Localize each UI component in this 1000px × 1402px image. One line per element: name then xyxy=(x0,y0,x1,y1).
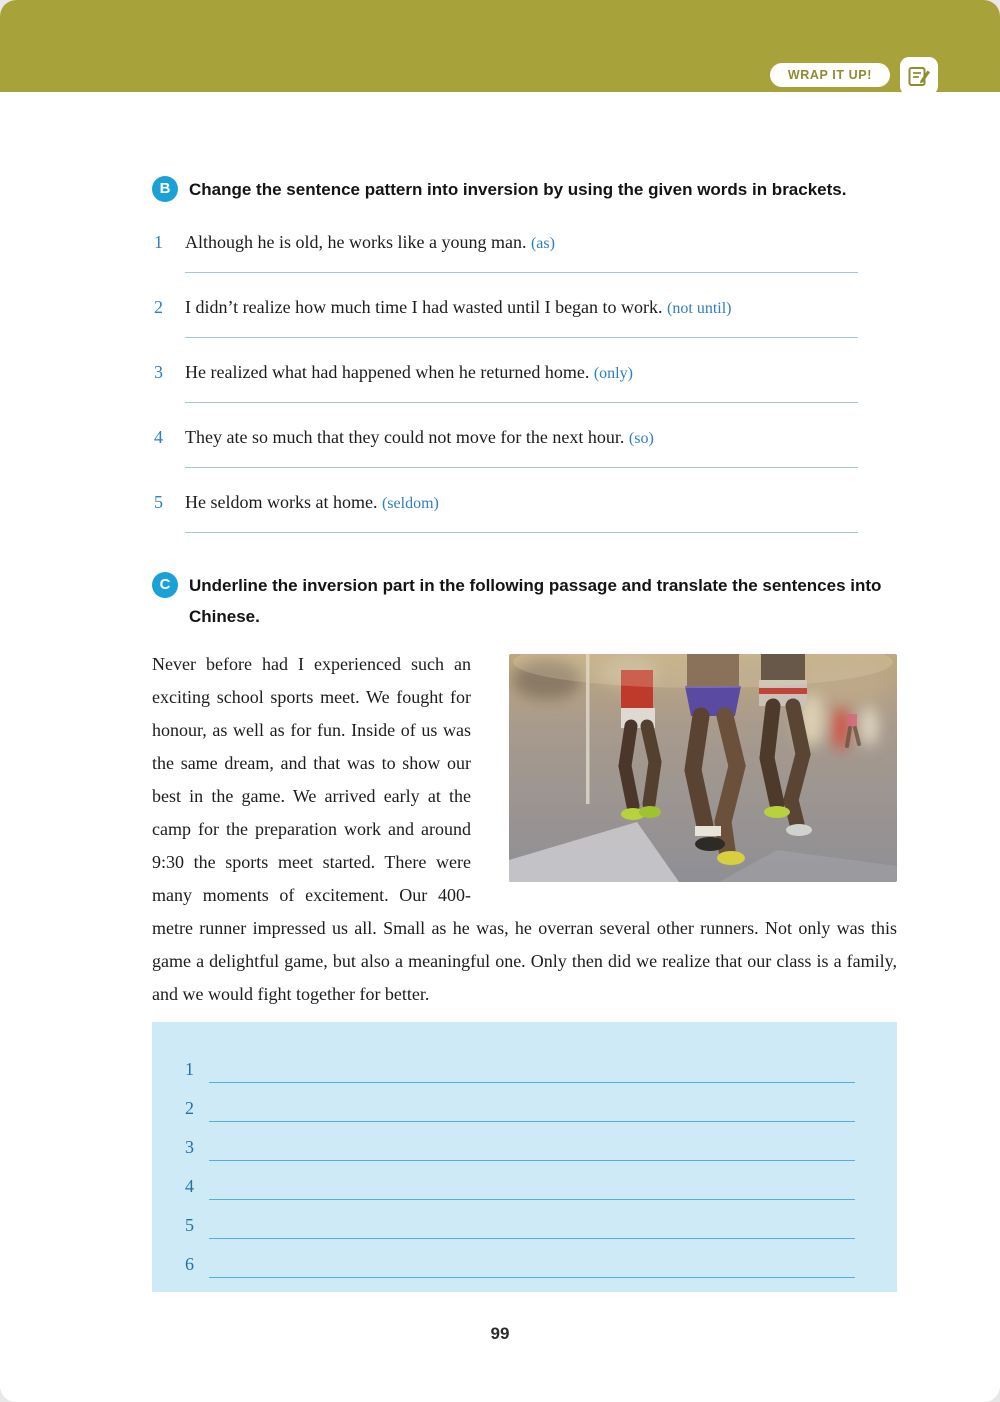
header-band xyxy=(0,0,1000,92)
hint-word: (as) xyxy=(530,235,555,252)
passage-block xyxy=(152,648,897,1011)
answer-row xyxy=(185,1044,855,1083)
answer-line[interactable] xyxy=(185,402,858,403)
answer-line[interactable] xyxy=(185,532,858,533)
answer-row xyxy=(185,1200,855,1239)
item-sentence: They ate so much that they could not move for the next hour. xyxy=(185,427,629,447)
answer-number: 6 xyxy=(185,1254,194,1274)
exercise-item xyxy=(152,294,897,338)
item-sentence: He realized what had happened when he returned home. xyxy=(185,362,594,382)
item-sentence: I didn’t realize how much time I had wasted until I began to work. xyxy=(185,297,668,317)
answer-line[interactable] xyxy=(209,1136,855,1161)
translation-answer-box xyxy=(152,1022,897,1292)
section-b xyxy=(152,174,897,554)
answer-line[interactable] xyxy=(209,1097,855,1122)
passage-text: Never before had I experienced such an exciting school sports meet. We fought for honour, as well as for fun. Inside of us was the same dream, and that was to show our best in the game. We arrived early at the camp for the preparation work and around 9:30 the sports meet started. There were many moments of excitement. Our 400-metre runner impressed us all. Small as he was, he overran several other runners. Not only was this game a delightful game, but also a meaningful one. Only then did we realize that our class is a family, and we would fight together for better. xyxy=(152,654,897,1004)
answer-row xyxy=(185,1083,855,1122)
hint-word: (not until) xyxy=(667,300,732,317)
answer-number: 2 xyxy=(185,1098,194,1118)
page-number: 99 xyxy=(490,1324,510,1343)
answer-line[interactable] xyxy=(209,1214,855,1239)
answer-number: 1 xyxy=(185,1059,194,1079)
item-sentence: He seldom works at home. xyxy=(185,492,382,512)
section-b-marker: B xyxy=(152,176,178,202)
pencil-note-glyph xyxy=(907,64,931,88)
item-number: 3 xyxy=(154,362,163,382)
exercise-item xyxy=(152,359,897,403)
item-number: 2 xyxy=(154,297,163,317)
answer-number: 5 xyxy=(185,1215,194,1235)
item-sentence: Although he is old, he works like a young man. xyxy=(185,232,531,252)
wrap-it-up-badge: WRAP IT UP! xyxy=(770,63,890,87)
hint-word: (only) xyxy=(593,365,633,382)
hint-word: (so) xyxy=(628,430,654,447)
item-number: 4 xyxy=(154,427,163,447)
answer-line[interactable] xyxy=(209,1175,855,1200)
runners-illustration xyxy=(509,654,897,882)
answer-row xyxy=(185,1161,855,1200)
answer-row xyxy=(185,1239,855,1278)
exercise-item xyxy=(152,489,897,533)
exercise-item xyxy=(152,424,897,468)
sports-meet-photo xyxy=(509,654,897,882)
section-c-marker: C xyxy=(152,572,178,598)
answer-line[interactable] xyxy=(209,1253,855,1278)
answer-line[interactable] xyxy=(185,337,858,338)
section-b-title: Change the sentence pattern into inversion by using the given words in brackets. xyxy=(189,180,847,199)
answer-number: 4 xyxy=(185,1176,194,1196)
answer-line[interactable] xyxy=(209,1058,855,1083)
answer-line[interactable] xyxy=(185,272,858,273)
exercise-item xyxy=(152,229,897,273)
answer-row xyxy=(185,1122,855,1161)
answer-line[interactable] xyxy=(185,467,858,468)
section-c-title: Underline the inversion part in the following passage and translate the sentences into Chinese. xyxy=(189,576,882,626)
edit-note-icon xyxy=(900,57,938,95)
section-c xyxy=(152,570,897,632)
item-number: 1 xyxy=(154,232,163,252)
answer-number: 3 xyxy=(185,1137,194,1157)
hint-word: (seldom) xyxy=(381,495,439,512)
item-number: 5 xyxy=(154,492,163,512)
